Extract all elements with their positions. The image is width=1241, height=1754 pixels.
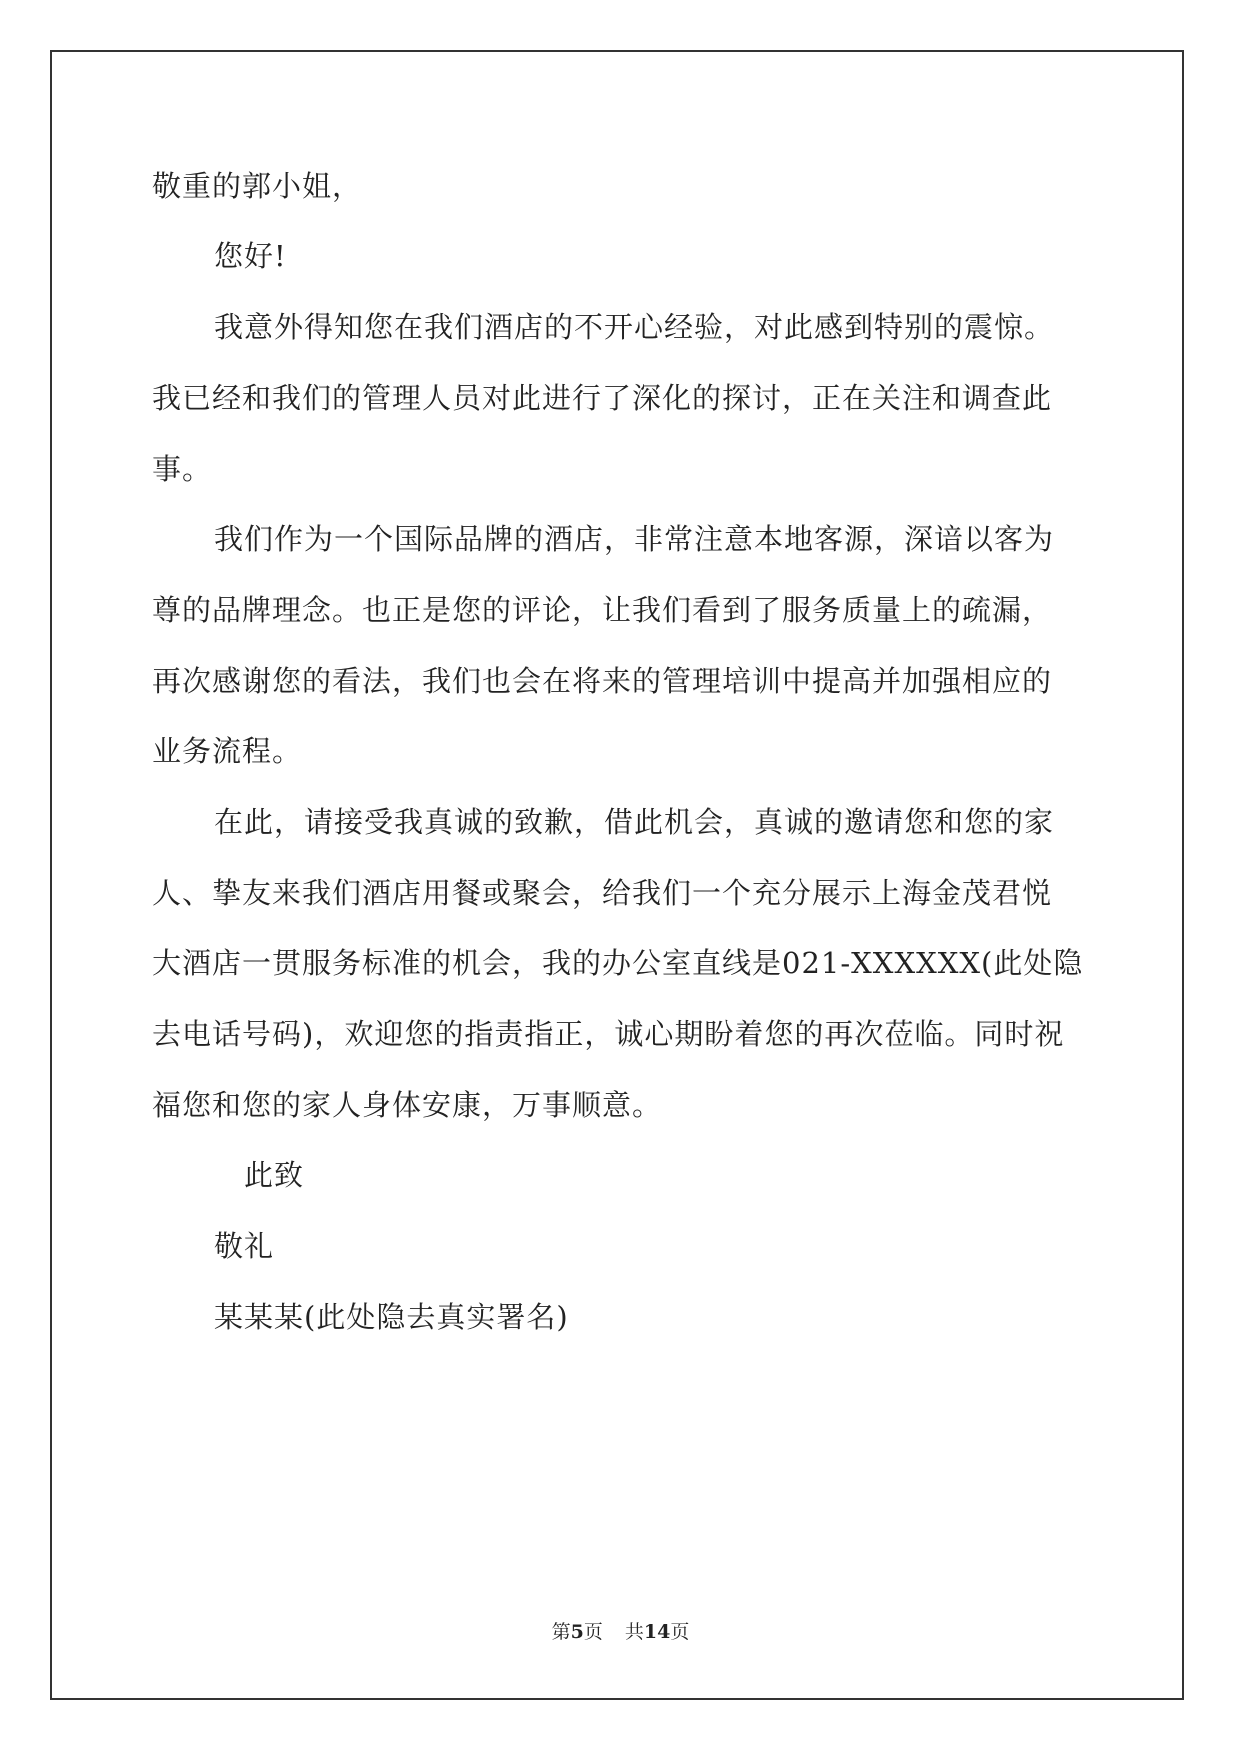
body-line: 再次感谢您的看法，我们也会在将来的管理培训中提高并加强相应的 [152,664,1053,698]
body-line: 业务流程。 [152,734,303,768]
page-suffix: 页 [583,1621,603,1643]
body-line: 我意外得知您在我们酒店的不开心经验，对此感到特别的震惊。 [214,310,1055,344]
greeting: 您好! [214,239,287,273]
body-line: 我已经和我们的管理人员对此进行了深化的探讨，正在关注和调查此 [152,381,1053,415]
page-prefix: 第 [551,1621,571,1643]
body-line: 尊的品牌理念。也正是您的评论，让我们看到了服务质量上的疏漏， [152,593,1053,627]
body-line: 大酒店一贯服务标准的机会，我的办公室直线是021-XXXXXX(此处隐 [152,946,1084,980]
body-line: 在此，请接受我真诚的致歉，借此机会，真诚的邀请您和您的家 [214,805,1055,839]
page-number: 5 [570,1621,584,1643]
page-footer [0,1620,1241,1644]
closing-line-1: 此致 [244,1158,305,1192]
signature: 某某某(此处隐去真实署名) [214,1300,569,1334]
salutation: 敬重的郭小姐， [152,169,363,203]
body-line: 人、挚友来我们酒店用餐或聚会，给我们一个充分展示上海金茂君悦 [152,876,1053,910]
total-pages: 14 [643,1621,671,1643]
total-suffix: 页 [670,1621,690,1643]
total-prefix: 共 [624,1621,644,1643]
body-line: 事。 [152,452,213,486]
closing-line-2: 敬礼 [214,1229,275,1263]
body-line: 去电话号码)，欢迎您的指责指正，诚心期盼着您的再次莅临。同时祝 [152,1017,1065,1051]
body-line: 福您和您的家人身体安康，万事顺意。 [152,1088,663,1122]
body-line: 我们作为一个国际品牌的酒店，非常注意本地客源，深谙以客为 [214,522,1055,556]
